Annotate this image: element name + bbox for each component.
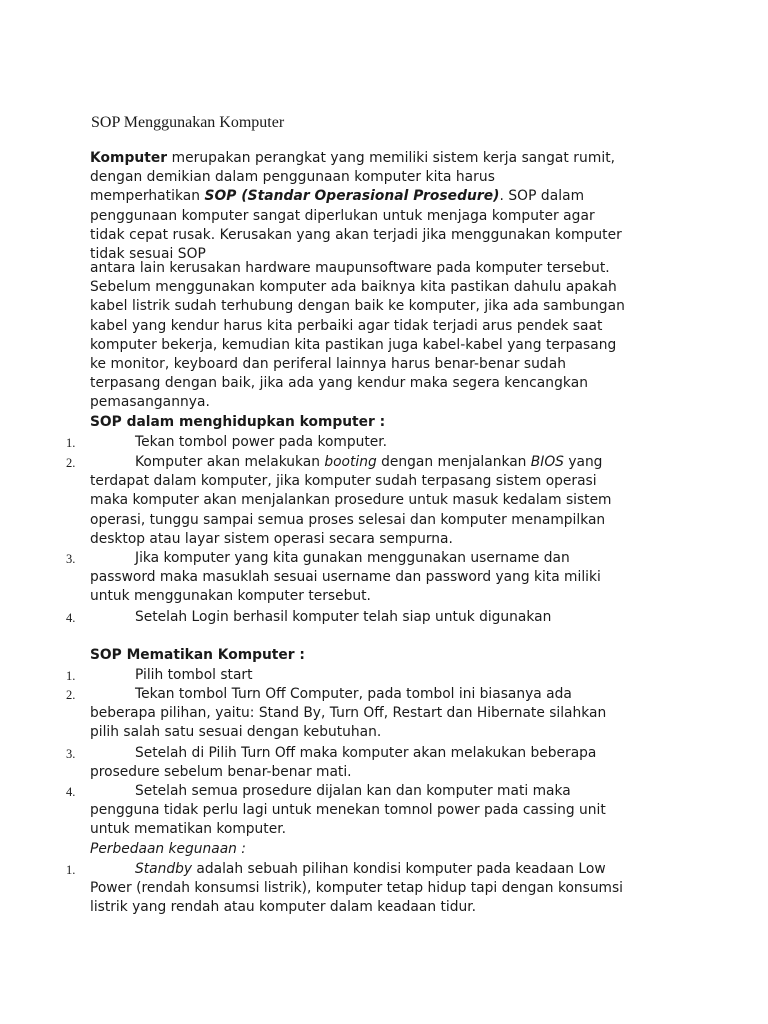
list-item-line: Setelah di Pilih Turn Off maka komputer akan melakukan beberapa <box>135 745 597 761</box>
body-line: pemasangannya. <box>90 394 210 411</box>
body-line: komputer bekerja, kemudian kita pastikan juga kabel-kabel yang terpasang <box>90 336 617 353</box>
intro-line-3-start: memperhatikan <box>90 188 205 205</box>
intro-line-3 <box>90 187 690 206</box>
list-item-line <box>90 860 690 879</box>
section-heading-power-on: SOP dalam menghidupkan komputer : <box>90 414 386 430</box>
list-item-line: maka komputer akan menjalankan prosedure untuk masuk kedalam sistem <box>90 492 612 509</box>
body-line: kabel yang kendur harus kita perbaiki agar tidak terjadi arus pendek saat <box>90 317 603 334</box>
text-run: Komputer akan melakukan <box>135 454 325 470</box>
body-line: Sebelum menggunakan komputer ada baiknya kita pastikan dahulu apakah <box>90 279 617 296</box>
list-item-line: Power (rendah konsumsi listrik), komputer tetap hidup tapi dengan konsumsi <box>90 880 624 897</box>
text-run: yang <box>563 454 603 470</box>
list-item-text <box>90 453 690 549</box>
intro-line-1 <box>90 149 690 168</box>
text-run: dengan menjalankan <box>376 454 531 470</box>
body-line: antara lain kerusakan hardware maupunsoftware pada komputer tersebut. <box>90 260 610 276</box>
term-booting: booting <box>324 454 377 470</box>
document-title: SOP Menggunakan Komputer <box>91 114 285 131</box>
list-item-line: untuk menggunakan komputer tersebut. <box>90 588 371 605</box>
list-item-line <box>90 453 690 472</box>
term-bios: BIOS <box>530 454 564 470</box>
term-komputer: Komputer <box>90 150 168 166</box>
list-item-line: Tekan tombol Turn Off Computer, pada tombol ini biasanya ada <box>135 686 572 702</box>
body-line: ke monitor, keyboard dan periferal lainnya harus benar-benar sudah <box>90 356 566 373</box>
intro-line-4: penggunaan komputer sangat diperlukan untuk menjaga komputer agar <box>90 207 595 224</box>
intro-paragraph <box>90 149 690 264</box>
body-paragraph <box>90 259 690 413</box>
list-item-line: Setelah semua prosedure dijalan kan dan komputer mati maka <box>135 783 571 799</box>
term-sop: SOP (Standar Operasional Prosedure) <box>204 188 500 205</box>
text-run: adalah sebuah pilihan kondisi komputer pada keadaan Low <box>192 861 606 877</box>
list-item-line: desktop atau layar sistem operasi secara sempurna. <box>90 530 453 547</box>
list-item-line: beberapa pilihan, yaitu: Stand By, Turn Off, Restart dan Hibernate silahkan <box>90 705 607 722</box>
list-number: 4. <box>66 611 76 625</box>
list-number: 2. <box>66 456 76 470</box>
intro-line-5: tidak cepat rusak. Kerusakan yang akan terjadi jika menggunakan komputer <box>90 226 622 243</box>
list-item-line: Jika komputer yang kita gunakan menggunakan username dan <box>135 550 570 566</box>
section-heading-power-off: SOP Mematikan Komputer : <box>90 647 305 663</box>
intro-line-6: tidak sesuai SOP <box>90 246 206 263</box>
list-item-text <box>90 860 690 918</box>
list-item-line: terdapat dalam komputer, jika komputer sudah terpasang sistem operasi <box>90 473 597 490</box>
list-item-line: Pilih tombol start <box>135 667 253 683</box>
list-item-text <box>90 744 690 782</box>
list-number: 1. <box>66 863 76 877</box>
list-number: 1. <box>66 436 76 450</box>
list-item-text <box>90 608 690 627</box>
intro-line-2: dengan demikian dalam penggunaan komputer kita harus <box>90 169 495 186</box>
term-standby: Standby <box>135 861 193 877</box>
list-item-text <box>90 782 690 840</box>
list-item-line: pengguna tidak perlu lagi untuk menekan tomnol power pada cassing unit <box>90 802 606 819</box>
list-item-line: prosedure sebelum benar-benar mati. <box>90 764 352 781</box>
list-number: 1. <box>66 669 76 683</box>
list-item-line: operasi, tunggu sampai semua proses selesai dan komputer menampilkan <box>90 511 606 528</box>
list-number: 3. <box>66 747 76 761</box>
list-number: 4. <box>66 785 76 799</box>
list-item-line: Setelah Login berhasil komputer telah siap untuk digunakan <box>135 609 552 625</box>
list-item-text <box>90 666 690 685</box>
intro-line-3-end: . SOP dalam <box>499 188 585 205</box>
list-item-line: untuk mematikan komputer. <box>90 821 286 838</box>
list-item-text <box>90 549 690 607</box>
list-item-line: listrik yang rendah atau komputer dalam keadaan tidur. <box>90 899 476 916</box>
intro-line-1-text: merupakan perangkat yang memiliki sistem kerja sangat rumit, <box>167 150 616 166</box>
list-item-line: password maka masuklah sesuai username dan password yang kita miliki <box>90 569 601 586</box>
list-number: 3. <box>66 552 76 566</box>
list-item-text <box>90 433 690 452</box>
body-line: terpasang dengan baik, jika ada yang kendur maka segera kencangkan <box>90 375 588 392</box>
body-line: kabel listrik sudah terhubung dengan baik ke komputer, jika ada sambungan <box>90 298 625 315</box>
list-item-line: pilih salah satu sesuai dengan kebutuhan. <box>90 724 382 741</box>
list-number: 2. <box>66 688 76 702</box>
section-heading-differences: Perbedaan kegunaan : <box>90 841 246 857</box>
list-item-text <box>90 685 690 743</box>
list-item-line: Tekan tombol power pada komputer. <box>135 434 388 450</box>
